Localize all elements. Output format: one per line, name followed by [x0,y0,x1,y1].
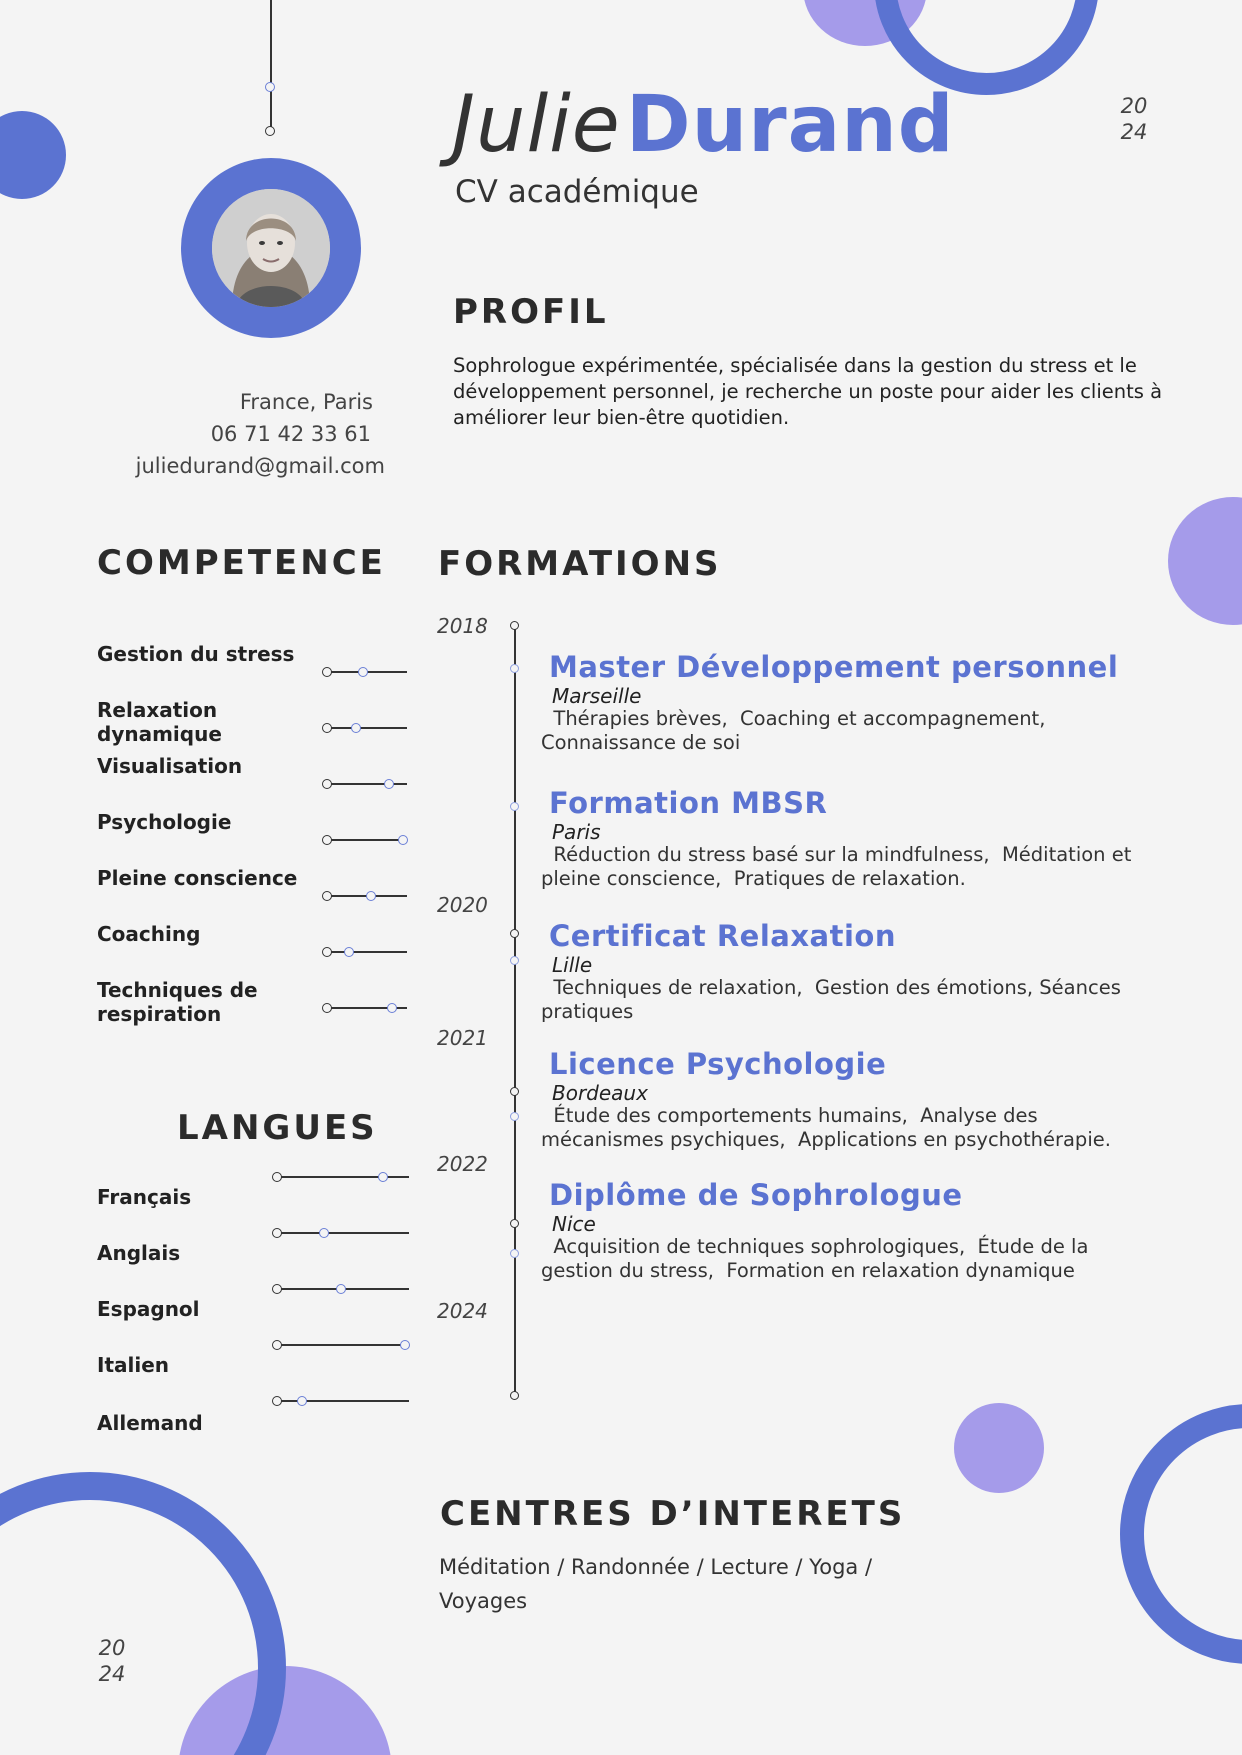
language-label: Espagnol [97,1297,200,1321]
timeline-dot [510,1087,519,1096]
skill-level-dot [366,891,376,901]
skill-level-dot [344,947,354,957]
photo-frame [181,158,361,338]
timeline-dot [510,621,519,630]
education-title: Diplôme de Sophrologue [549,1178,963,1212]
skill-label: Relaxation dynamique [97,698,222,746]
pendant-end-dot [265,126,275,136]
skill-track-start-dot [322,667,332,677]
header-year-top: 20 [1120,94,1148,118]
education-title: FORMATIONS [438,544,722,584]
language-level-dot [319,1228,329,1238]
skill-track [327,783,407,785]
timeline-year: 2018 [437,614,488,638]
education-title: Master Développement personnel [549,650,1119,684]
skill-track [327,727,407,729]
pendant-dot [265,82,275,92]
skill-level-dot [384,779,394,789]
timeline-year: 2020 [437,893,488,917]
decor-ring-bottom-left [0,1472,286,1755]
language-label: Italien [97,1353,170,1377]
skill-track [327,951,407,953]
education-title: Licence Psychologie [549,1047,887,1081]
cv-subtitle: CV académique [455,174,699,210]
decor-circle-small-bottom [954,1403,1044,1493]
footer-year-top: 20 [98,1636,126,1660]
decor-half-circle-left [0,111,66,199]
skill-track [327,839,407,841]
skill-label: Gestion du stress [97,642,295,666]
timeline-entry-dot [510,1249,519,1258]
education-description: Réduction du stress basé sur la mindfulness, Méditation et pleine conscience, Pratiques de relaxation. [541,843,1138,890]
timeline-year: 2024 [437,1299,488,1323]
skills-title: COMPETENCE [97,543,386,583]
contact-block [60,386,383,482]
skill-level-dot [351,723,361,733]
skill-label: Pleine conscience [97,866,298,890]
interests-text: Méditation / Randonnée / Lecture / Yoga / Voyages [439,1555,873,1613]
timeline-dot [510,1219,519,1228]
timeline-line [514,626,516,1398]
timeline-dot [510,1391,519,1400]
language-level-dot [336,1284,346,1294]
language-track-start-dot [272,1340,282,1350]
interests-title: CENTRES D’INTERETS [440,1494,906,1534]
language-level-dot [400,1340,410,1350]
profile-title: PROFIL [453,292,609,332]
language-track [277,1232,409,1234]
portrait-photo [212,189,330,307]
language-track [277,1344,409,1346]
footer-year [96,1635,128,1687]
timeline-entry-dot [510,1112,519,1121]
skill-track-start-dot [322,723,332,733]
timeline-entry-dot [510,664,519,673]
contact-location: France, Paris [239,390,373,414]
header-year-bottom: 24 [1120,120,1148,144]
skill-label: Psychologie [97,810,232,834]
language-track [277,1176,409,1178]
skill-track-start-dot [322,779,332,789]
education-description: Étude des comportements humains, Analyse des mécanismes psychiques, Applications en psychothérapie. [541,1104,1111,1151]
education-description: Thérapies brèves, Coaching et accompagnement, Connaissance de soi [541,707,1052,754]
education-city: Paris [552,820,601,844]
timeline-entry-dot [510,956,519,965]
skill-level-dot [358,667,368,677]
skill-track-start-dot [322,1003,332,1013]
timeline-year: 2021 [437,1026,488,1050]
header-year [1118,93,1150,145]
language-track-start-dot [272,1396,282,1406]
skill-level-dot [398,835,408,845]
decor-ring-bottom-right [1120,1404,1242,1664]
language-track-start-dot [272,1284,282,1294]
skill-level-dot [387,1003,397,1013]
footer-year-bottom: 24 [98,1662,126,1686]
language-level-dot [297,1396,307,1406]
first-name: Julie [452,80,621,170]
education-city: Bordeaux [552,1081,648,1105]
skill-track-start-dot [322,947,332,957]
skill-label: Visualisation [97,754,243,778]
skill-label: Coaching [97,922,201,946]
education-title: Formation MBSR [549,786,828,820]
education-city: Lille [552,953,593,977]
skill-track-start-dot [322,835,332,845]
language-label: Allemand [97,1411,203,1435]
languages-title: LANGUES [177,1108,378,1148]
timeline-dot [510,929,519,938]
language-label: Anglais [97,1241,181,1265]
education-city: Nice [552,1212,596,1236]
contact-phone: 06 71 42 33 61 [210,422,371,446]
portrait-icon [212,189,330,307]
education-city: Marseille [552,684,642,708]
language-track-start-dot [272,1228,282,1238]
decor-circle-right [1168,497,1242,625]
timeline-entry-dot [510,802,519,811]
education-description: Acquisition de techniques sophrologiques, Étude de la gestion du stress, Formation en relaxation dynamique [541,1235,1095,1282]
profile-text: Sophrologue expérimentée, spécialisée dans la gestion du stress et le développement personnel, je recherche un poste pour aider les clients à améliorer leur bien-être quotidien. [453,354,1163,429]
language-level-dot [378,1172,388,1182]
education-title: Certificat Relaxation [549,919,896,953]
education-description: Techniques de relaxation, Gestion des émotions, Séances pratiques [541,976,1128,1023]
skill-label: Techniques de respiration [97,978,258,1026]
pendant-line [270,0,272,127]
skill-track-start-dot [322,891,332,901]
last-name: Durand [625,80,955,170]
language-label: Français [97,1185,192,1209]
contact-email[interactable]: juliedurand@gmail.com [135,454,385,478]
language-track-start-dot [272,1172,282,1182]
timeline-year: 2022 [437,1152,488,1176]
